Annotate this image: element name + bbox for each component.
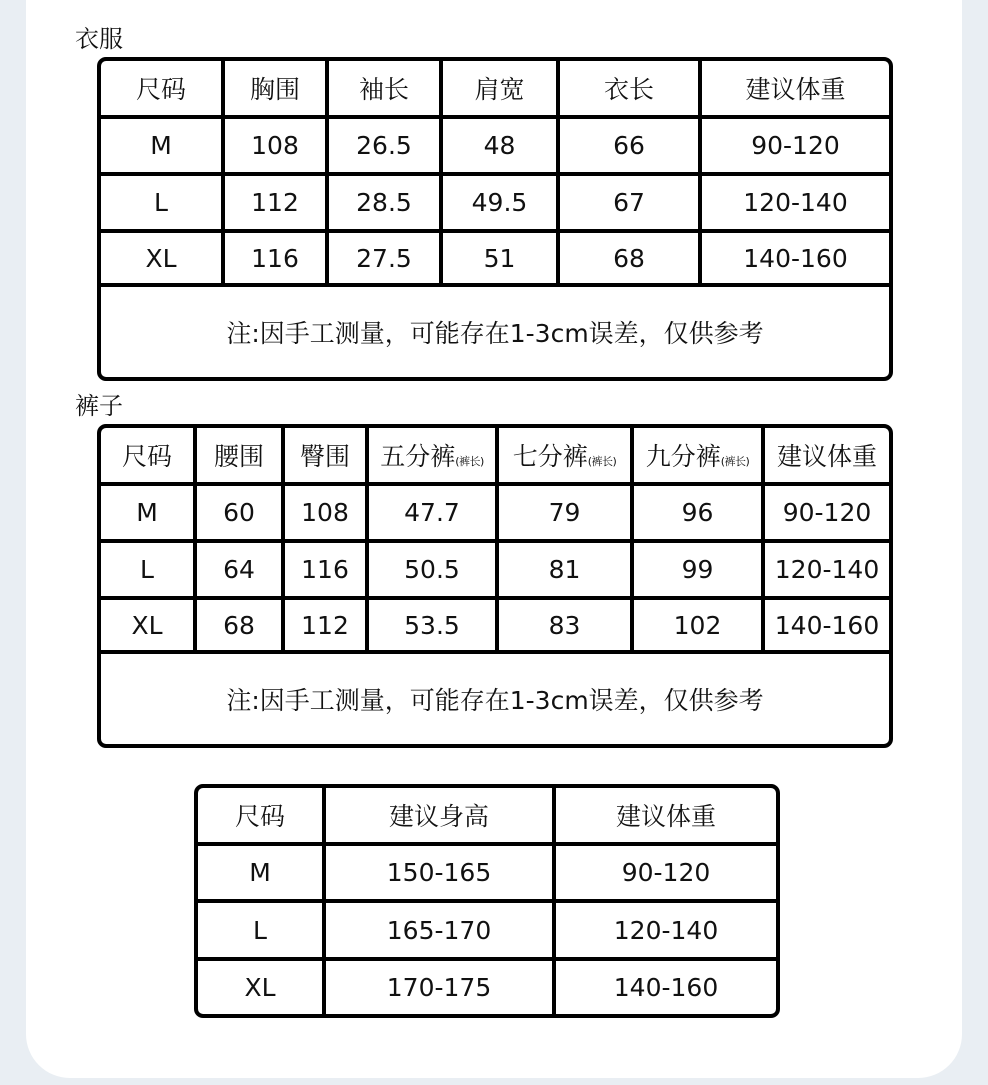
table-cell: 90-120 [702, 119, 889, 176]
table-cell: 108 [225, 119, 329, 176]
table-row [101, 486, 889, 543]
table-cell: 51 [443, 233, 560, 287]
table-cell: M [101, 119, 225, 176]
header-main-label: 建议体重 [776, 442, 877, 471]
table-cell: L [101, 543, 197, 600]
table-cell: 120-140 [556, 903, 776, 961]
table-cell: 99 [634, 543, 765, 600]
header-cell-length: 衣长 [560, 61, 702, 119]
table-cell: 27.5 [329, 233, 443, 287]
table-row [198, 846, 776, 903]
table-cell: 120-140 [702, 176, 889, 233]
clothes-section-title: 衣服 [75, 25, 123, 53]
table-header-row [101, 428, 889, 486]
header-main-label: 臀围 [299, 442, 350, 471]
header-main-label: 腰围 [213, 442, 264, 471]
header-cell-five-tenths-pants [369, 428, 499, 486]
table-cell: M [198, 846, 326, 903]
table-cell: 112 [225, 176, 329, 233]
table-cell: 68 [560, 233, 702, 287]
header-cell-weight [765, 428, 889, 486]
table-row [101, 176, 889, 233]
header-cell-chest: 胸围 [225, 61, 329, 119]
table-cell: 67 [560, 176, 702, 233]
table-cell: 165-170 [326, 903, 556, 961]
table-cell: 81 [499, 543, 634, 600]
header-main-label: 九分裤 [645, 442, 721, 471]
table-cell: 53.5 [369, 600, 499, 654]
header-cell-sleeve: 袖长 [329, 61, 443, 119]
pants-section-title: 裤子 [75, 392, 123, 420]
table-cell: 66 [560, 119, 702, 176]
header-cell-hip [285, 428, 369, 486]
table-cell: 60 [197, 486, 285, 543]
note-row [101, 654, 889, 744]
table-cell: XL [101, 600, 197, 654]
header-main-label: 尺码 [121, 442, 172, 471]
header-cell-nine-tenths-pants [634, 428, 765, 486]
header-cell-waist [197, 428, 285, 486]
table-cell: XL [198, 961, 326, 1014]
table-cell: 26.5 [329, 119, 443, 176]
table-row [101, 543, 889, 600]
pants-size-table [97, 424, 893, 748]
note-row [101, 287, 889, 377]
table-cell: 90-120 [765, 486, 889, 543]
table-cell: 68 [197, 600, 285, 654]
table-row [101, 119, 889, 176]
table-header-row [101, 61, 889, 119]
measurement-note: 注:因手工测量，可能存在1-3cm误差，仅供参考 [226, 686, 764, 715]
recommended-size-table [194, 784, 780, 1018]
table-cell: 140-160 [613, 973, 719, 1002]
table-cell: 116 [225, 233, 329, 287]
header-sub-label: (裤长) [720, 455, 750, 468]
table-cell: 49.5 [443, 176, 560, 233]
header-cell-size [101, 428, 197, 486]
header-cell-size: 尺码 [198, 788, 326, 846]
clothes-size-table [97, 57, 893, 381]
header-main-label: 七分裤 [512, 442, 588, 471]
header-sub-label: (裤长) [455, 455, 484, 468]
table-cell: XL [101, 233, 225, 287]
table-cell: 140-160 [702, 233, 889, 287]
table-cell: 79 [499, 486, 634, 543]
table-cell: 170-175 [326, 961, 556, 1014]
table-cell: 28.5 [329, 176, 443, 233]
table-row [101, 233, 889, 287]
header-main-label: 五分裤 [380, 442, 456, 471]
table-cell: L [101, 176, 225, 233]
table-row [198, 903, 776, 961]
header-cell-weight: 建议体重 [702, 61, 889, 119]
table-cell: 108 [285, 486, 369, 543]
table-cell: L [198, 903, 326, 961]
table-cell: 120-140 [765, 543, 889, 600]
header-sub-label: (裤长) [587, 455, 617, 468]
table-cell: M [101, 486, 197, 543]
table-cell: 112 [285, 600, 369, 654]
table-cell: 48 [443, 119, 560, 176]
measurement-note: 注:因手工测量，可能存在1-3cm误差，仅供参考 [226, 319, 764, 348]
table-cell: 47.7 [369, 486, 499, 543]
table-cell: 83 [499, 600, 634, 654]
table-cell: 50.5 [369, 543, 499, 600]
table-cell: 140-160 [765, 600, 889, 654]
header-cell-weight: 建议体重 [556, 788, 776, 846]
table-header-row [198, 788, 776, 846]
header-cell-size: 尺码 [101, 61, 225, 119]
table-row [101, 600, 889, 654]
table-cell: 90-120 [556, 846, 776, 903]
header-cell-height: 建议身高 [326, 788, 556, 846]
table-cell: 150-165 [326, 846, 556, 903]
header-cell-shoulder: 肩宽 [443, 61, 560, 119]
table-cell: 64 [197, 543, 285, 600]
table-row [198, 961, 776, 1014]
header-cell-seven-tenths-pants [499, 428, 634, 486]
table-cell: 116 [285, 543, 369, 600]
table-cell: 102 [634, 600, 765, 654]
table-cell: 96 [634, 486, 765, 543]
